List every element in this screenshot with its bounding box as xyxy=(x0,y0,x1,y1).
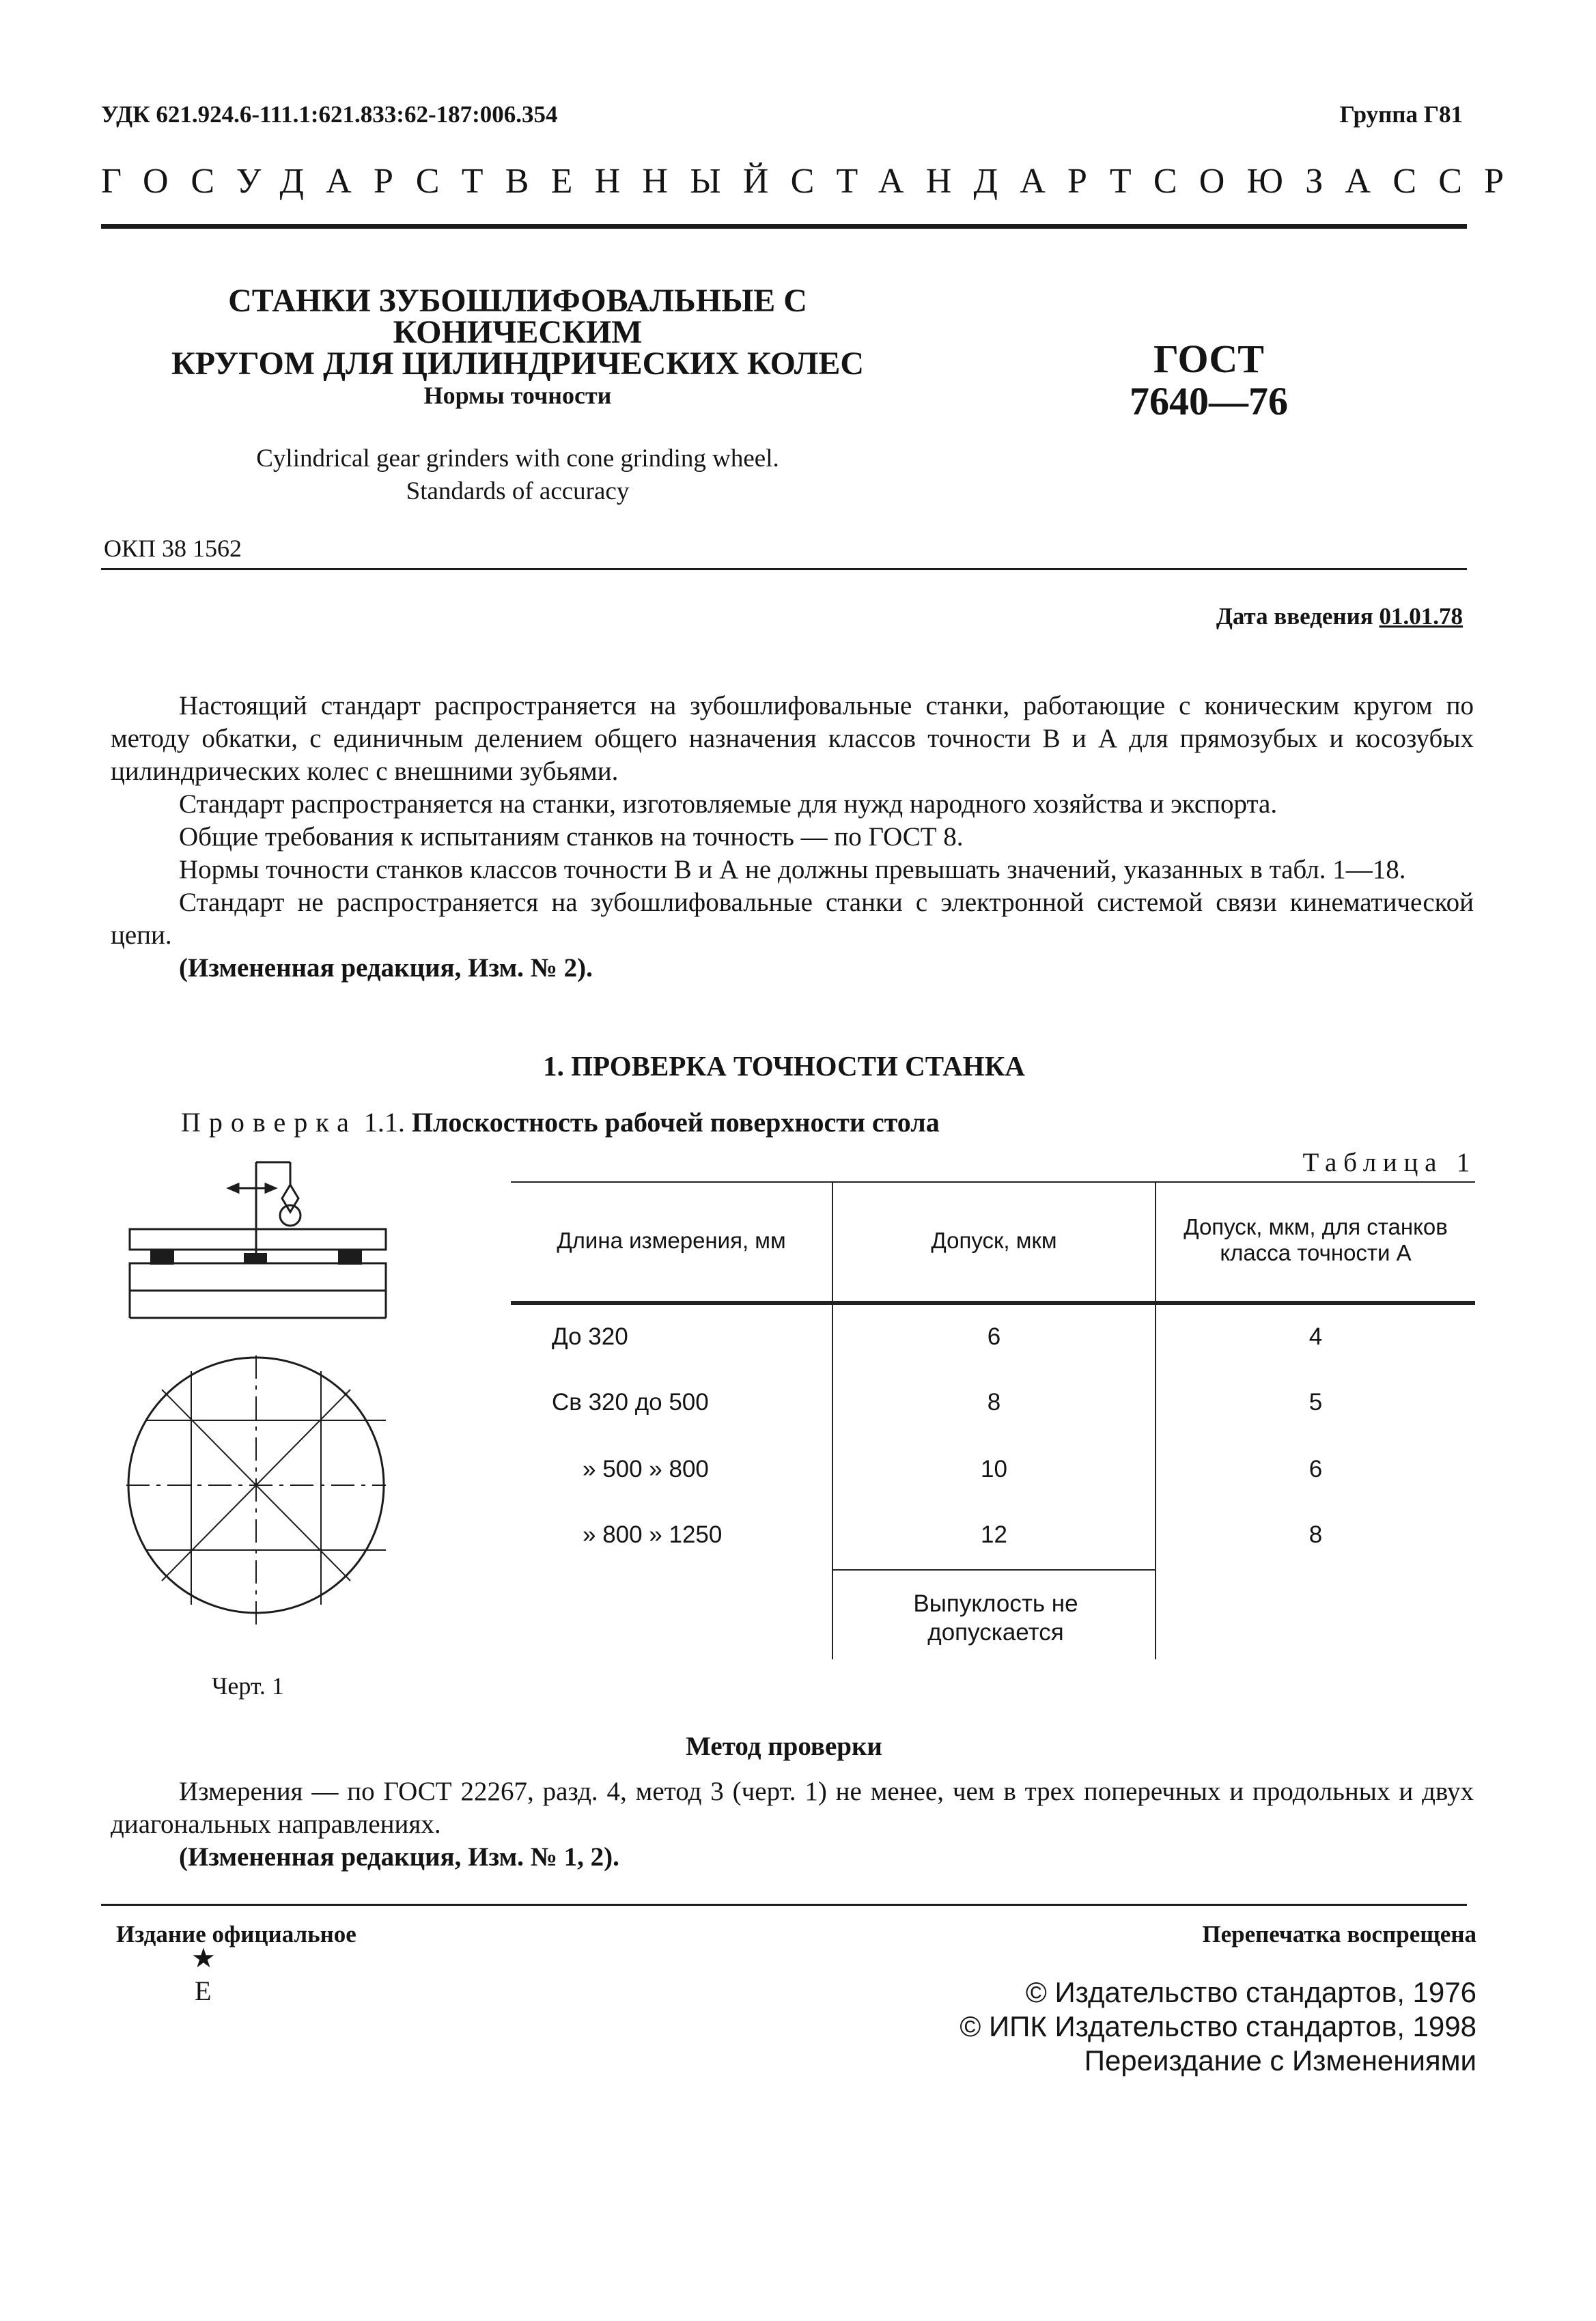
paragraph: Стандарт распространяется на станки, изготовляемые для нужд народного хозяйства и экспорта. xyxy=(179,789,1278,819)
table-cell-tolerance: 8 xyxy=(987,1389,1001,1416)
check-title xyxy=(181,1106,940,1138)
gost-label: ГОСТ xyxy=(1153,337,1264,381)
table-cell-length: Св 320 до 500 xyxy=(552,1389,709,1416)
copyright-line: © Издательство стандартов, 1976 xyxy=(1025,1976,1476,2008)
figure-caption: Черт. 1 xyxy=(212,1672,284,1700)
check-name: Плоскостность рабочей поверхности стола xyxy=(411,1107,940,1138)
edition-letter: Е xyxy=(195,1975,212,2006)
flatness-diagram xyxy=(120,1154,406,1659)
table-cell-tolerance: 10 xyxy=(981,1456,1007,1482)
title-line: СТАНКИ ЗУБОШЛИФОВАЛЬНЫЕ С КОНИЧЕСКИМ xyxy=(228,283,807,350)
amendment-note: (Измененная редакция, Изм. № 2). xyxy=(179,953,593,983)
state-standard-heading xyxy=(101,161,1526,201)
date-value: 01.01.78 xyxy=(1379,603,1463,630)
heading-word: ССР xyxy=(1392,162,1526,201)
heading-word: СТАНДАРТ xyxy=(790,162,1153,201)
gost-designation xyxy=(1106,338,1311,423)
method-heading: Метод проверки xyxy=(686,1732,882,1761)
document-subtitle: Нормы точности xyxy=(423,382,612,409)
title-rule xyxy=(101,568,1467,570)
table-header-length: Длина измерения, мм xyxy=(557,1228,786,1253)
table-cell-length: » 800 » 1250 xyxy=(583,1521,723,1548)
check-number: 1.1. xyxy=(363,1107,405,1138)
table-header-rule xyxy=(511,1301,1475,1305)
table-cell-tolerance-a: 5 xyxy=(1308,1389,1323,1416)
heading-word: ГОСУДАРСТВЕННЫЙ xyxy=(101,162,791,201)
english-title-line: Cylindrical gear grinders with cone grinding wheel. xyxy=(256,445,779,473)
table-cell-tolerance-a: 6 xyxy=(1308,1456,1323,1482)
tolerance-table xyxy=(511,1181,1475,1659)
document-title xyxy=(115,285,921,380)
amendment-note: (Измененная редакция, Изм. № 1, 2). xyxy=(179,1842,619,1872)
table-caption: Таблица 1 xyxy=(1302,1148,1476,1177)
table-header-tolerance: Допуск, мкм xyxy=(931,1228,1057,1253)
heading-word: СОЮЗА xyxy=(1153,162,1393,201)
official-edition: Издание официальное xyxy=(116,1921,356,1947)
footer-rule xyxy=(101,1904,1467,1906)
table-cell-tolerance: 12 xyxy=(981,1521,1007,1548)
introduction-text xyxy=(111,690,1474,985)
paragraph: Настоящий стандарт распространяется на зубошлифовальные станки, работающие с коническим кругом по методу обкатки, с единичным делением общего назначения классов точности В и А для прямозубых и косозубых цилиндрических колес с внешними зубьями. xyxy=(111,691,1474,786)
paragraph: Нормы точности станков классов точности В и А не должны превышать значений, указанных в табл. 1—18. xyxy=(179,855,1406,884)
okp-code: ОКП 38 1562 xyxy=(104,535,242,562)
udk-code: УДК 621.924.6-111.1:621.833:62-187:006.354 xyxy=(101,101,558,128)
note-rule xyxy=(832,1569,1156,1571)
table-top-rule xyxy=(511,1181,1475,1183)
paragraph: Общие требования к испытаниям станков на точность — по ГОСТ 8. xyxy=(179,822,964,852)
introduction-date xyxy=(1216,603,1463,630)
table-cell-tolerance-a: 8 xyxy=(1308,1521,1323,1548)
gost-number: 7640—76 xyxy=(1130,379,1288,423)
title-line: КРУГОМ ДЛЯ ЦИЛИНДРИЧЕСКИХ КОЛЕС xyxy=(171,346,865,382)
english-title-line: Standards of accuracy xyxy=(406,477,630,505)
table-note: Выпуклость не допускается xyxy=(913,1590,1078,1646)
copyright-block xyxy=(960,1975,1476,2078)
header-rule xyxy=(101,224,1467,229)
table-header-tolerance-a: Допуск, мкм, для станков класса точности А xyxy=(1184,1214,1448,1265)
copyright-line: Переиздание с Изменениями xyxy=(1084,2044,1476,2077)
method-text xyxy=(111,1775,1474,1874)
copyright-line: © ИПК Издательство стандартов, 1998 xyxy=(960,2010,1476,2042)
section-heading: 1. ПРОВЕРКА ТОЧНОСТИ СТАНКА xyxy=(543,1050,1025,1082)
table-cell-tolerance: 6 xyxy=(987,1323,1001,1350)
star-icon: ★ xyxy=(191,1943,216,1973)
paragraph: Стандарт не распространяется на зубошлифовальные станки с электронной системой связи кинематической цепи. xyxy=(111,888,1474,950)
english-title xyxy=(115,442,921,508)
table-cell-tolerance-a: 4 xyxy=(1308,1323,1323,1350)
table-cell-length: » 500 » 800 xyxy=(583,1456,709,1482)
reprint-prohibited: Перепечатка воспрещена xyxy=(1202,1921,1476,1947)
check-word: Проверка xyxy=(181,1107,357,1138)
table-cell-length: До 320 xyxy=(552,1323,628,1350)
group-code: Группа Г81 xyxy=(1339,101,1463,128)
paragraph: Измерения — по ГОСТ 22267, разд. 4, метод 3 (черт. 1) не менее, чем в трех поперечных и продольных и двух диагональных направлениях. xyxy=(111,1777,1474,1839)
date-label: Дата введения xyxy=(1216,603,1373,630)
